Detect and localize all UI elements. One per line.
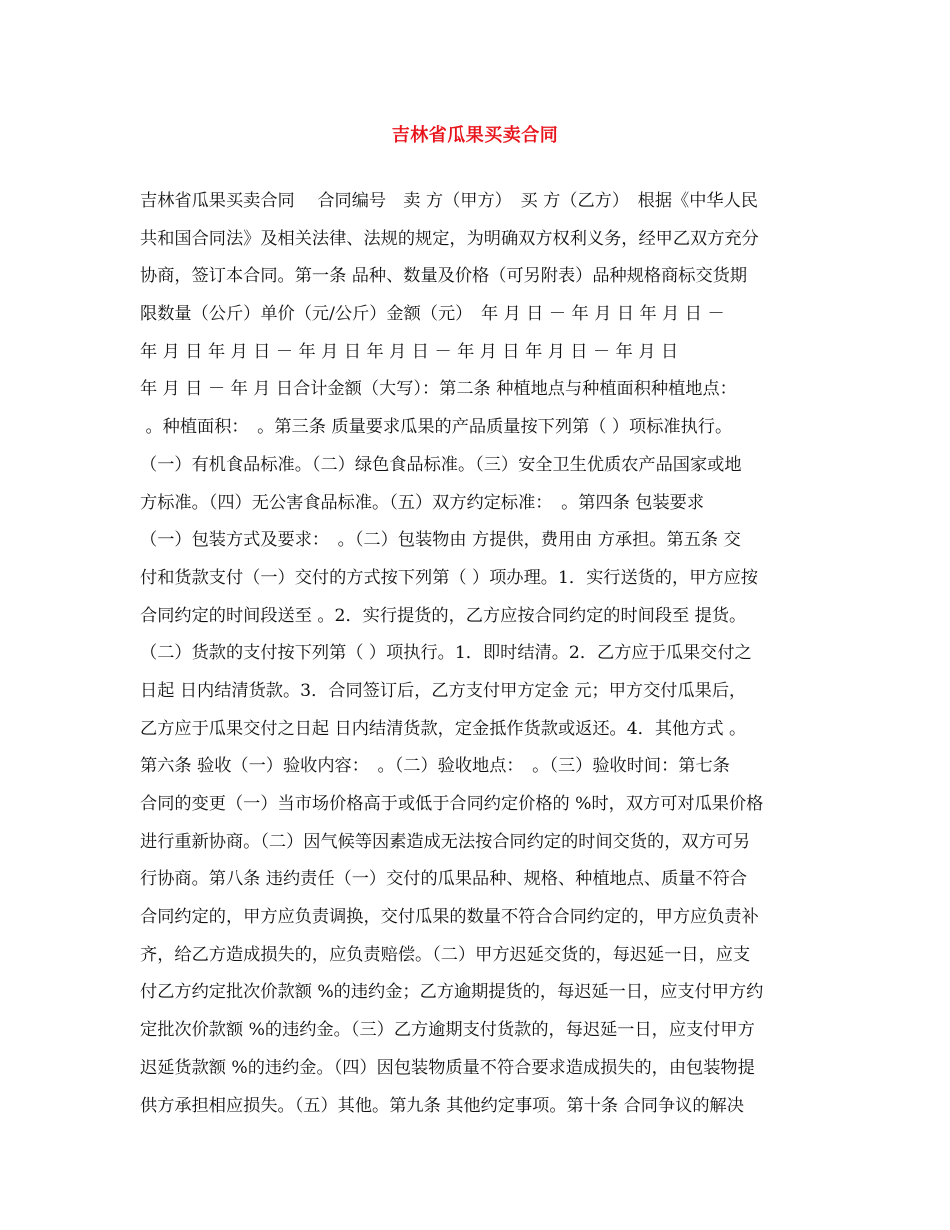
body-line: 行协商。第八条 违约责任（一）交付的瓜果品种、规格、种植地点、质量不符合 (140, 869, 748, 890)
body-line: 年 月 日 年 月 日 － 年 月 日 年 月 日 － 年 月 日 年 月 日 － 年 月 日 (140, 341, 679, 362)
body-line: 方标准。（四）无公害食品标准。（五）双方约定标准： 。第四条 包装要求 (140, 492, 705, 513)
body-line: 。种植面积： 。第三条 质量要求瓜果的产品质量按下列第（ ）项标准执行。 (140, 417, 733, 438)
body-line: （一）包装方式及要求： 。（二）包装物由 方提供，费用由 方承担。第五条 交 (140, 530, 741, 551)
body-line: 协商，签订本合同。第一条 品种、数量及价格（可另附表）品种规格商标交货期 (140, 266, 748, 287)
document-title: 吉林省瓜果买卖合同 (391, 125, 559, 146)
body-line: 合同约定的，甲方应负责调换，交付瓜果的数量不符合合同约定的，甲方应负责补 (140, 907, 759, 928)
body-line: 迟延货款额 %的违约金。（四）因包装物质量不符合要求造成损失的，由包装物提 (140, 1057, 755, 1078)
body-line: 定批次价款额 %的违约金。（三）乙方逾期支付货款的，每迟延一日，应支付甲方 (140, 1020, 755, 1041)
body-line: 齐，给乙方造成损失的，应负责赔偿。（二）甲方迟延交货的，每迟延一日，应支 (140, 944, 751, 965)
body-line: 进行重新协商。（二）因气候等因素造成无法按合同约定的时间交货的，双方可另 (140, 831, 751, 852)
body-line: （二）货款的支付按下列第（ ）项执行。1．即时结清。2．乙方应于瓜果交付之 (140, 643, 752, 664)
body-line: 第六条 验收（一）验收内容： 。（二）验收地点： 。（三）验收时间：第七条 (140, 756, 730, 777)
body-line: 年 月 日 － 年 月 日合计金额（大写）：第二条 种植地点与种植面积种植地点： (140, 379, 737, 400)
body-line: 乙方应于瓜果交付之日起 日内结清货款，定金抵作货款或返还。4．其他方式 。 (140, 718, 747, 739)
document-body (140, 183, 820, 1125)
body-line: 合同的变更（一）当市场价格高于或低于合同约定价格的 %时，双方可对瓜果价格 (140, 794, 764, 814)
body-line: 付乙方约定批次价款额 %的违约金；乙方逾期提货的，每迟延一日，应支付甲方约 (140, 982, 764, 1003)
body-line: 共和国合同法》及相关法律、法规的规定，为明确双方权利义务，经甲乙双方充分 (140, 228, 759, 249)
body-line: （一）有机食品标准。（二）绿色食品标准。（三）安全卫生优质农产品国家或地 (140, 454, 742, 475)
body-line: 限数量（公斤）单价（元/公斤）金额（元） 年 月 日 － 年 月 日 年 月 日 － (140, 304, 725, 325)
body-line: 付和货款支付（一）交付的方式按下列第（ ）项办理。1．实行送货的，甲方应按 (140, 567, 758, 588)
body-line: 供方承担相应损失。（五）其他。第九条 其他约定事项。第十条 合同争议的解决 (140, 1095, 744, 1116)
body-line: 吉林省瓜果买卖合同 合同编号 卖 方（甲方） 买 方（乙方） 根据《中华人民 (140, 191, 758, 211)
body-line: 日起 日内结清货款。3．合同签订后，乙方支付甲方定金 元；甲方交付瓜果后， (140, 680, 747, 701)
body-line: 合同约定的时间段送至 。2．实行提货的，乙方应按合同约定的时间段至 提货。 (140, 605, 747, 626)
